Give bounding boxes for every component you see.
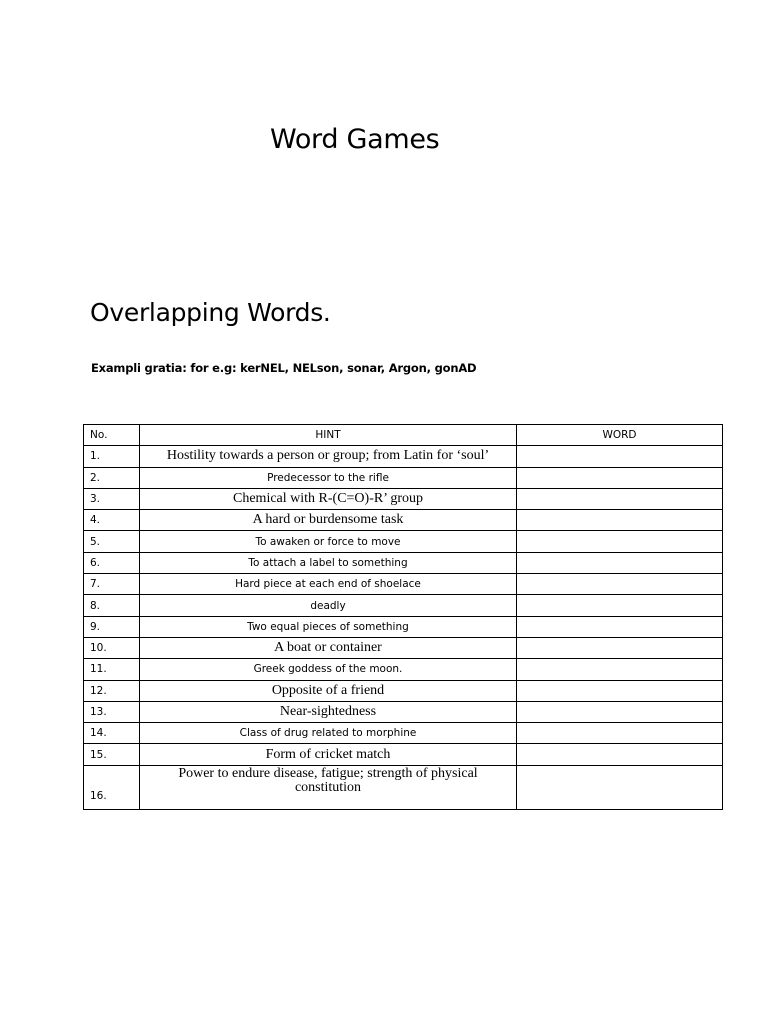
row-number: 5. <box>84 531 140 552</box>
header-hint: HINT <box>140 425 517 446</box>
row-word-answer[interactable] <box>517 616 723 637</box>
table-row <box>84 765 723 809</box>
row-hint: Class of drug related to morphine <box>140 723 517 744</box>
row-number: 1. <box>84 446 140 467</box>
row-number: 8. <box>84 595 140 616</box>
row-number: 9. <box>84 616 140 637</box>
table-row <box>84 446 723 467</box>
row-word-answer[interactable] <box>517 595 723 616</box>
table-row <box>84 510 723 531</box>
table-row <box>84 552 723 573</box>
page-title: Word Games <box>270 124 440 155</box>
row-number: 15. <box>84 744 140 765</box>
row-word-answer[interactable] <box>517 467 723 488</box>
table-row <box>84 467 723 488</box>
table-row <box>84 574 723 595</box>
row-hint: A boat or container <box>140 637 517 658</box>
row-hint: Opposite of a friend <box>140 680 517 701</box>
row-word-answer[interactable] <box>517 723 723 744</box>
table-row <box>84 680 723 701</box>
row-hint: Greek goddess of the moon. <box>140 659 517 680</box>
row-number: 4. <box>84 510 140 531</box>
row-number: 7. <box>84 574 140 595</box>
row-hint: Predecessor to the rifle <box>140 467 517 488</box>
row-word-answer[interactable] <box>517 680 723 701</box>
row-word-answer[interactable] <box>517 510 723 531</box>
table-row <box>84 723 723 744</box>
header-no: No. <box>84 425 140 446</box>
row-word-answer[interactable] <box>517 531 723 552</box>
row-number: 16. <box>84 765 140 809</box>
row-hint: Hard piece at each end of shoelace <box>140 574 517 595</box>
example-text: Exampli gratia: for e.g: kerNEL, NELson, sonar, Argon, gonAD <box>91 361 477 375</box>
row-hint: To awaken or force to move <box>140 531 517 552</box>
row-number: 11. <box>84 659 140 680</box>
row-hint: Two equal pieces of something <box>140 616 517 637</box>
table-row <box>84 616 723 637</box>
row-number: 10. <box>84 637 140 658</box>
row-number: 12. <box>84 680 140 701</box>
table-row <box>84 595 723 616</box>
table-row <box>84 637 723 658</box>
row-word-answer[interactable] <box>517 488 723 509</box>
table-header-row <box>84 425 723 446</box>
word-table <box>83 424 723 810</box>
row-hint: A hard or burdensome task <box>140 510 517 531</box>
row-hint: Chemical with R-(C=O)-R’ group <box>140 488 517 509</box>
row-word-answer[interactable] <box>517 744 723 765</box>
row-word-answer[interactable] <box>517 446 723 467</box>
row-hint: deadly <box>140 595 517 616</box>
row-number: 6. <box>84 552 140 573</box>
row-word-answer[interactable] <box>517 765 723 809</box>
section-title: Overlapping Words. <box>90 298 331 327</box>
row-hint: Near-sightedness <box>140 701 517 722</box>
row-hint: To attach a label to something <box>140 552 517 573</box>
row-hint: Form of cricket match <box>140 744 517 765</box>
row-number: 13. <box>84 701 140 722</box>
table-row <box>84 744 723 765</box>
table-row <box>84 659 723 680</box>
row-word-answer[interactable] <box>517 574 723 595</box>
row-hint: Hostility towards a person or group; from Latin for ‘soul’ <box>140 446 517 467</box>
row-word-answer[interactable] <box>517 659 723 680</box>
table-row <box>84 531 723 552</box>
row-word-answer[interactable] <box>517 637 723 658</box>
row-word-answer[interactable] <box>517 552 723 573</box>
row-number: 3. <box>84 488 140 509</box>
table-row <box>84 488 723 509</box>
header-word: WORD <box>517 425 723 446</box>
row-hint: Power to endure disease, fatigue; strength of physical constitution <box>140 765 517 809</box>
row-word-answer[interactable] <box>517 701 723 722</box>
row-number: 2. <box>84 467 140 488</box>
table-row <box>84 701 723 722</box>
row-number: 14. <box>84 723 140 744</box>
